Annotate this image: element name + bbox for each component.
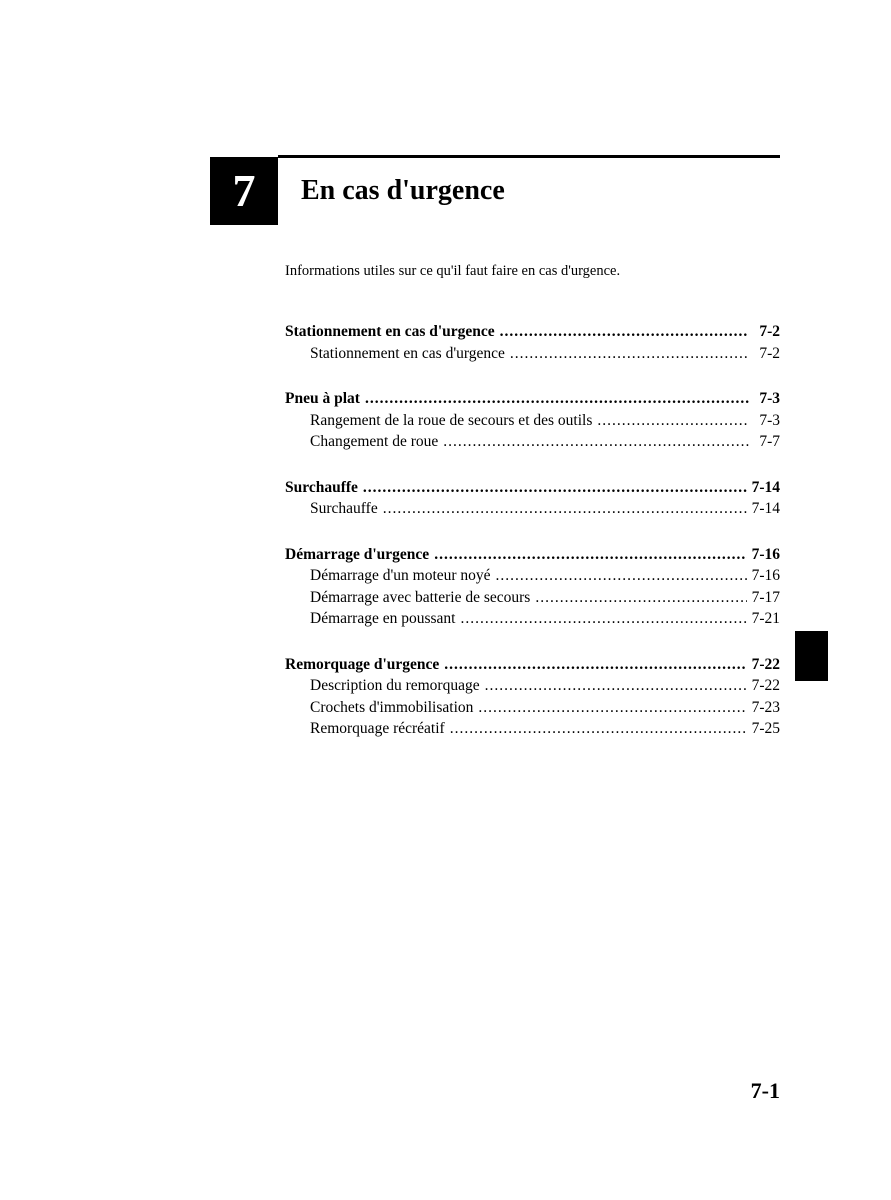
dot-leader	[496, 565, 747, 587]
toc-entry-title: Démarrage avec batterie de secours	[310, 588, 531, 606]
toc-entry-sub[interactable]	[285, 565, 780, 587]
dot-leader	[597, 410, 749, 432]
chapter-header-rule	[278, 155, 780, 158]
toc-entry-title: Rangement de la roue de secours et des outils	[310, 411, 593, 429]
toc-entry-sub[interactable]	[285, 431, 780, 453]
chapter-number-box	[210, 157, 278, 225]
toc-section	[285, 321, 780, 364]
toc-entry-title: Démarrage d'un moteur noyé	[310, 567, 491, 584]
dot-leader	[460, 608, 746, 630]
page-number: 7-1	[750, 1078, 780, 1103]
toc-entry-page: 7-16	[751, 567, 780, 584]
toc-entry-title: Surchauffe	[285, 478, 358, 496]
toc-entry-page: 7-2	[759, 344, 780, 362]
toc-entry-sub[interactable]	[285, 498, 780, 520]
dot-leader	[444, 654, 746, 676]
toc-entry-page: 7-14	[751, 478, 780, 496]
toc-entry-title: Pneu à plat	[285, 390, 360, 407]
chapter-number: 7	[232, 165, 256, 216]
dot-leader	[510, 343, 749, 365]
dot-leader	[535, 587, 746, 609]
toc-entry-title: Description du remorquage	[310, 677, 480, 694]
toc-entry-page: 7-23	[751, 698, 780, 716]
toc-entry-title: Surchauffe	[310, 500, 378, 517]
toc-entry-page: 7-14	[751, 500, 780, 517]
chapter-intro: Informations utiles sur ce qu'il faut faire en cas d'urgence.	[285, 263, 621, 279]
dot-leader	[383, 498, 747, 520]
toc-entry-page: 7-2	[759, 323, 780, 340]
table-of-contents	[285, 321, 780, 764]
toc-entry-main[interactable]	[285, 321, 780, 343]
toc-entry-title: Démarrage d'urgence	[285, 545, 430, 563]
toc-entry-main[interactable]	[285, 477, 780, 499]
chapter-thumb-tab	[795, 631, 828, 681]
toc-entry-page: 7-22	[751, 655, 780, 673]
toc-entry-title: Crochets d'immobilisation	[310, 698, 474, 716]
toc-entry-sub[interactable]	[285, 675, 780, 697]
toc-entry-sub[interactable]	[285, 410, 780, 432]
dot-leader	[485, 675, 747, 697]
dot-leader	[450, 718, 747, 740]
toc-entry-page: 7-7	[759, 433, 780, 450]
toc-entry-page: 7-22	[751, 677, 780, 694]
toc-entry-page: 7-3	[759, 390, 780, 407]
toc-entry-title: Remorquage récréatif	[310, 720, 445, 737]
toc-entry-page: 7-25	[751, 720, 780, 737]
toc-section	[285, 477, 780, 520]
toc-entry-page: 7-17	[751, 588, 780, 606]
toc-entry-title: Remorquage d'urgence	[285, 655, 440, 673]
toc-entry-sub[interactable]	[285, 343, 780, 365]
toc-entry-title: Stationnement en cas d'urgence	[310, 344, 505, 362]
toc-section	[285, 544, 780, 630]
toc-entry-page: 7-16	[751, 545, 780, 563]
dot-leader	[443, 431, 749, 453]
toc-entry-main[interactable]	[285, 388, 780, 410]
dot-leader	[500, 321, 749, 343]
toc-entry-main[interactable]	[285, 544, 780, 566]
toc-entry-page: 7-3	[759, 411, 780, 429]
chapter-title: En cas d'urgence	[301, 175, 505, 206]
toc-entry-sub[interactable]	[285, 697, 780, 719]
toc-section	[285, 388, 780, 453]
toc-entry-title: Stationnement en cas d'urgence	[285, 323, 495, 340]
toc-entry-sub[interactable]	[285, 718, 780, 740]
toc-section	[285, 654, 780, 740]
toc-entry-sub[interactable]	[285, 587, 780, 609]
dot-leader	[365, 388, 749, 410]
dot-leader	[478, 697, 746, 719]
toc-entry-main[interactable]	[285, 654, 780, 676]
toc-entry-title: Démarrage en poussant	[310, 610, 456, 627]
toc-entry-title: Changement de roue	[310, 433, 439, 450]
toc-entry-page: 7-21	[751, 610, 780, 627]
toc-entry-sub[interactable]	[285, 608, 780, 630]
dot-leader	[363, 477, 747, 499]
dot-leader	[434, 544, 746, 566]
